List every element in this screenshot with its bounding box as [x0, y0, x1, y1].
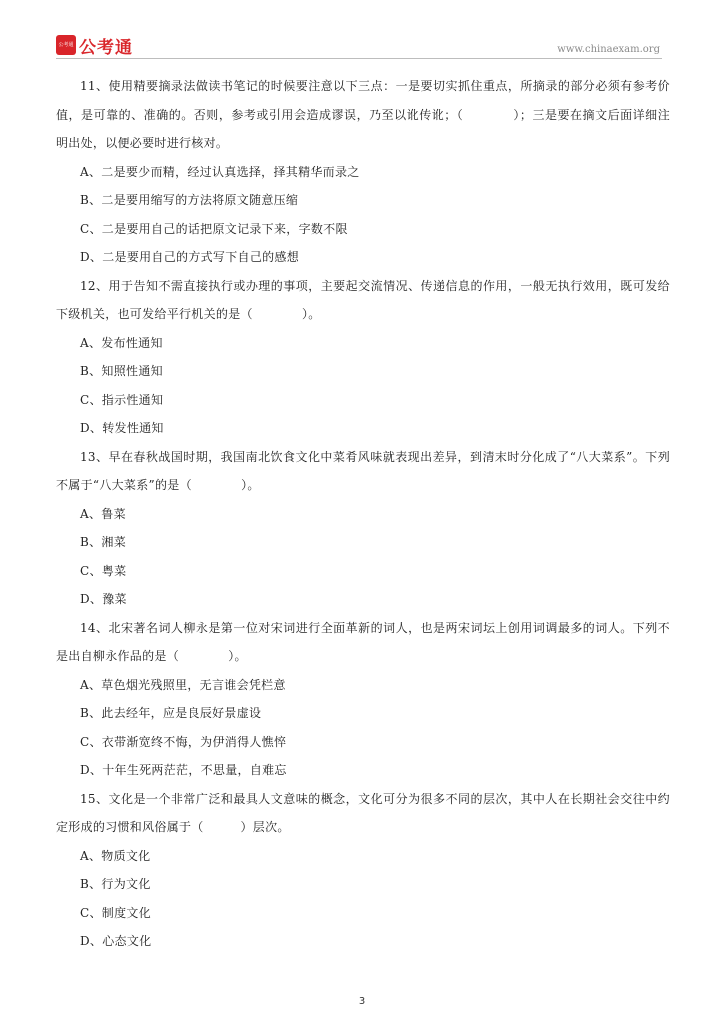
question-option: B、此去经年，应是良辰好景虚设 — [80, 706, 262, 720]
question-option: C、衣带渐宽终不悔，为伊消得人憔悴 — [80, 734, 287, 749]
page-header — [56, 34, 662, 60]
question-option: A、物质文化 — [80, 848, 151, 863]
logo-badge-icon — [56, 35, 76, 55]
question-option: B、二是要用缩写的方法将原文随意压缩 — [80, 193, 299, 207]
question-option: C、制度文化 — [80, 905, 151, 920]
question-12 — [56, 272, 670, 443]
page-number: 3 — [358, 996, 366, 1007]
question-option: A、发布性通知 — [80, 335, 163, 350]
question-option: D、二是要用自己的方式写下自己的感想 — [80, 250, 300, 264]
logo-text: 公考通 — [79, 37, 133, 58]
question-option: B、知照性通知 — [80, 364, 163, 378]
question-option: D、十年生死两茫茫，不思量，自难忘 — [80, 763, 287, 777]
logo-badge-text: 公考通 — [58, 41, 74, 48]
question-option: D、转发性通知 — [80, 421, 164, 435]
question-13 — [56, 443, 670, 614]
question-option: D、心态文化 — [80, 934, 152, 948]
question-option: A、草色烟光残照里，无言谁会凭栏意 — [80, 677, 286, 692]
question-option: A、鲁菜 — [80, 506, 126, 521]
question-stem: 14、北宋著名词人柳永是第一位对宋词进行全面革新的词人，也是两宋词坛上创用词调最多的词人。下列不是出自柳永作品的是（ ）。 — [56, 620, 670, 663]
question-14 — [56, 614, 670, 785]
question-option: A、二是要少而精，经过认真选择，择其精华而录之 — [80, 164, 360, 179]
question-option: C、粤菜 — [80, 563, 127, 578]
question-option: C、二是要用自己的话把原文记录下来，字数不限 — [80, 221, 348, 236]
question-stem: 15、文化是一个非常广泛和最具人文意味的概念，文化可分为很多不同的层次，其中人在长期社会交往中约定形成的习惯和风俗属于（ ）层次。 — [56, 791, 670, 834]
question-stem: 12、用于告知不需直接执行或办理的事项，主要起交流情况、传递信息的作用，一般无执行效用，既可发给下级机关，也可发给平行机关的是（ ）。 — [56, 278, 670, 321]
question-option: D、豫菜 — [80, 592, 127, 606]
question-stem: 11、使用精要摘录法做读书笔记的时候要注意以下三点：一是要切实抓住重点，所摘录的部分必须有参考价值，是可靠的、准确的。否则，参考或引用会造成谬误，乃至以讹传讹；（ ）；三是要在摘文后面详细注明出处，以便必要时进行核对。 — [56, 79, 670, 150]
question-option: B、湘菜 — [80, 535, 127, 549]
header-divider — [56, 58, 662, 59]
logo — [56, 34, 133, 56]
question-option: B、行为文化 — [80, 877, 151, 891]
question-15 — [56, 785, 670, 956]
site-url: www.chinaexam.org — [557, 44, 660, 55]
question-11 — [56, 72, 670, 272]
questions-list — [56, 72, 670, 956]
question-stem: 13、早在春秋战国时期，我国南北饮食文化中菜肴风味就表现出差异，到清末时分化成了“八大菜系”。下列不属于“八大菜系”的是（ ）。 — [56, 449, 670, 492]
question-option: C、指示性通知 — [80, 392, 164, 407]
